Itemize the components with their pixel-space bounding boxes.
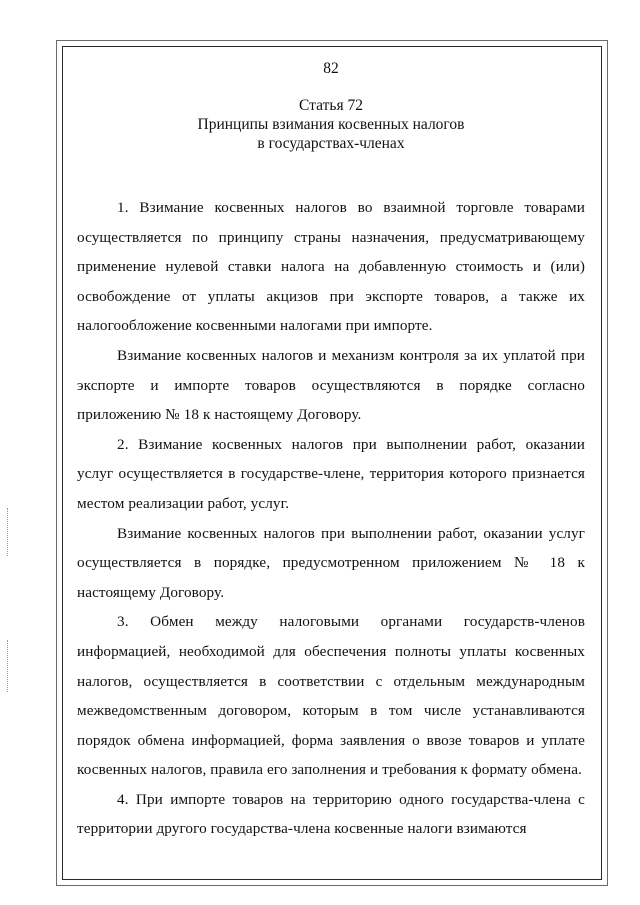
article-title-line-1: Принципы взимания косвенных налогов bbox=[197, 116, 465, 133]
page-number: 82 bbox=[323, 60, 339, 77]
article-body bbox=[77, 193, 585, 844]
scan-edge-mark bbox=[7, 640, 9, 692]
paragraph-2: Взимание косвенных налогов и механизм контроля за их уплатой при экспорте и импорте товаров осуществляются в порядке согласно приложению № 18 к настоящему Договору. bbox=[77, 346, 585, 424]
paragraph-5: 3. Обмен между налоговыми органами государств-членов информацией, необходимой для обеспечения полноты уплаты косвенных налогов, осуществляется в соответствии с отдельным международным межведомственным договором, которым в том числе устанавливаются порядок обмена информацией, форма заявления о ввозе товаров и уплате косвенных налогов, правила его заполнения и требования к формату обмена. bbox=[77, 613, 585, 779]
paragraph-1: 1. Взимание косвенных налогов во взаимной торговле товарами осуществляется по принципу страны назначения, предусматривающему применение нулевой ставки налога на добавленную стоимость и (или) освобождение от уплаты акцизов при экспорте товаров, а также их налогообложение косвенными налогами при импорте. bbox=[77, 199, 585, 335]
article-title-line-2: в государствах-членах bbox=[257, 135, 405, 152]
paragraph-6: 4. При импорте товаров на территорию одного государства-члена с территории другого государства-члена косвенные налоги взимаются bbox=[77, 790, 585, 838]
page-content bbox=[77, 60, 585, 844]
article-number: Статья 72 bbox=[299, 97, 363, 114]
scan-edge-mark bbox=[7, 508, 9, 556]
paragraph-3: 2. Взимание косвенных налогов при выполнении работ, оказании услуг осуществляется в государстве-члене, территория которого признается местом реализации работ, услуг. bbox=[77, 435, 585, 512]
paragraph-4: Взимание косвенных налогов при выполнении работ, оказании услуг осуществляется в порядке, предусмотренном приложением № 18 к настоящему Договору. bbox=[77, 524, 585, 601]
